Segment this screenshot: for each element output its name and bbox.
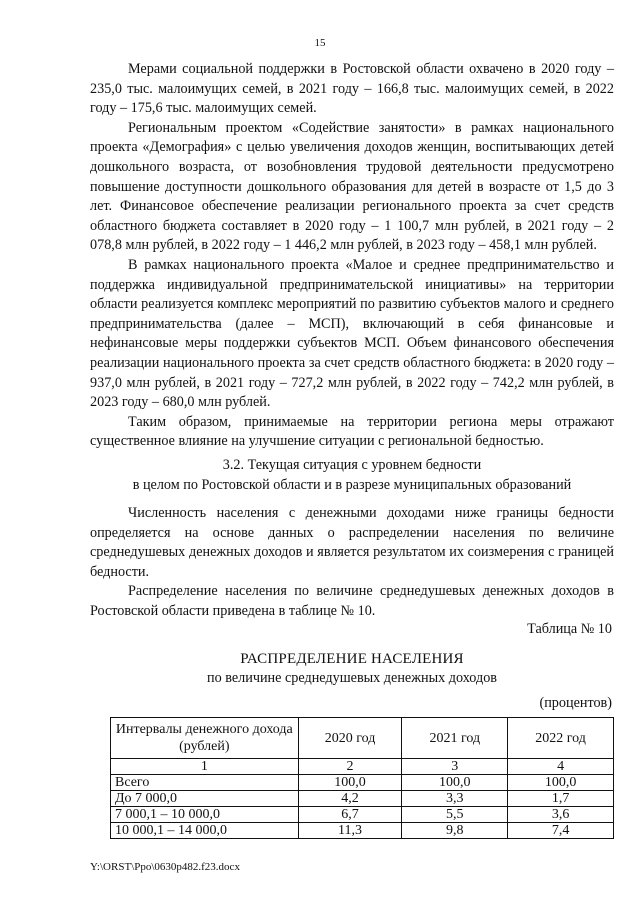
table-cell: 100,0 xyxy=(402,775,508,791)
table-cell: 100,0 xyxy=(298,775,402,791)
table-cell: 11,3 xyxy=(298,823,402,839)
table-column-number-row xyxy=(111,759,614,775)
table-cell: 100,0 xyxy=(508,775,614,791)
column-number-cell: 4 xyxy=(508,759,614,775)
section-heading-line1: 3.2. Текущая ситуация с уровнем бедности xyxy=(222,457,482,473)
paragraph-social-support: Мерами социальной поддержки в Ростовской области охвачено в 2020 году – 235,0 тыс. малоимущих семей, в 2021 году – 166,8 тыс. малоимущих семей, в 2022 году – 175,6 тыс. малоимущих семей. xyxy=(90,61,614,117)
table-cell: 4,2 xyxy=(298,791,402,807)
table-row xyxy=(111,775,614,791)
table-cell: 1,7 xyxy=(508,791,614,807)
paragraph-employment-project: Региональным проектом «Содействие занятости» в рамках национального проекта «Демография» с целью увеличения доходов женщин, воспитывающих детей дошкольного возраста, от возобновления трудовой деятельности предусмотрено повышение доступности дошкольного образования для детей в возрасте от 1,5 до 3 лет. Финансовое обеспечение реализации регионального проекта за счет средств областного бюджета составляет в 2020 году – 1 100,7 млн рублей, в 2021 году – 2 078,8 млн рублей, в 2022 году – 1 446,2 млн рублей, в 2023 году – 458,1 млн рублей. xyxy=(90,119,614,254)
table-cell: 5,5 xyxy=(402,807,508,823)
column-number-cell: 1 xyxy=(111,759,299,775)
table-cell: 3,6 xyxy=(508,807,614,823)
table-title: РАСПРЕДЕЛЕНИЕ НАСЕЛЕНИЯ xyxy=(240,651,464,667)
table-cell-label: Всего xyxy=(111,775,299,791)
paragraph-sme-project: В рамках национального проекта «Малое и среднее предпринимательство и поддержка индивидуальной предпринимательской инициативы» на территории области реализуется комплекс мероприятий по развитию субъектов малого и среднего предпринимательства (далее – МСП), включающий в себя финансовые и нефинансовые меры поддержки субъектов МСП. Объем финансового обеспечения реализации национального проекта за счет средств областного бюджета: в 2020 году – 937,0 млн рублей, в 2021 году – 727,2 млн рублей, в 2022 году – 742,2 млн рублей, в 2023 году – 680,0 млн рублей. xyxy=(90,256,614,411)
table-header-cell: Интервалы денежного дохода (рублей) xyxy=(111,718,299,759)
page-number: 15 xyxy=(314,37,326,49)
table-row xyxy=(111,823,614,839)
table-cell-label: 7 000,1 – 10 000,0 xyxy=(111,807,299,823)
paragraph-poverty-definition: Численность населения с денежными доходами ниже границы бедности определяется на основе данных о распределении населения по величине среднедушевых денежных доходов и является результатом их соизмерения с границей бедности. xyxy=(90,505,614,580)
table-title-block xyxy=(90,650,614,688)
section-heading xyxy=(90,456,614,495)
table-header-row xyxy=(111,718,614,759)
body-text-top xyxy=(90,60,614,452)
table-header-cell: 2021 год xyxy=(402,718,508,759)
table-cell: 7,4 xyxy=(508,823,614,839)
column-number-cell: 3 xyxy=(402,759,508,775)
income-distribution-table xyxy=(110,717,614,839)
table-units: (процентов) xyxy=(539,695,612,711)
table-row xyxy=(111,807,614,823)
column-number-cell: 2 xyxy=(298,759,402,775)
table-cell: 3,3 xyxy=(402,791,508,807)
table-cell-label: 10 000,1 – 14 000,0 xyxy=(111,823,299,839)
table-cell: 9,8 xyxy=(402,823,508,839)
body-text-bottom xyxy=(90,504,614,622)
table-cell-label: До 7 000,0 xyxy=(111,791,299,807)
table-subtitle: по величине среднедушевых денежных доходов xyxy=(207,670,497,686)
table-header-cell: 2022 год xyxy=(508,718,614,759)
table-row xyxy=(111,791,614,807)
paragraph-table-reference: Распределение населения по величине среднедушевых денежных доходов в Ростовской области приведена в таблице № 10. xyxy=(90,583,614,619)
table-number-label: Таблица № 10 xyxy=(527,621,612,637)
table-header-cell: 2020 год xyxy=(298,718,402,759)
table-cell: 6,7 xyxy=(298,807,402,823)
paragraph-conclusion: Таким образом, принимаемые на территории региона меры отражают существенное влияние на улучшение ситуации с региональной бедностью. xyxy=(90,413,614,450)
section-heading-line2: в целом по Ростовской области и в разрезе муниципальных образований xyxy=(132,476,572,493)
footer-file-path: Y:\ORST\Ppo\0630p482.f23.docx xyxy=(90,861,240,873)
